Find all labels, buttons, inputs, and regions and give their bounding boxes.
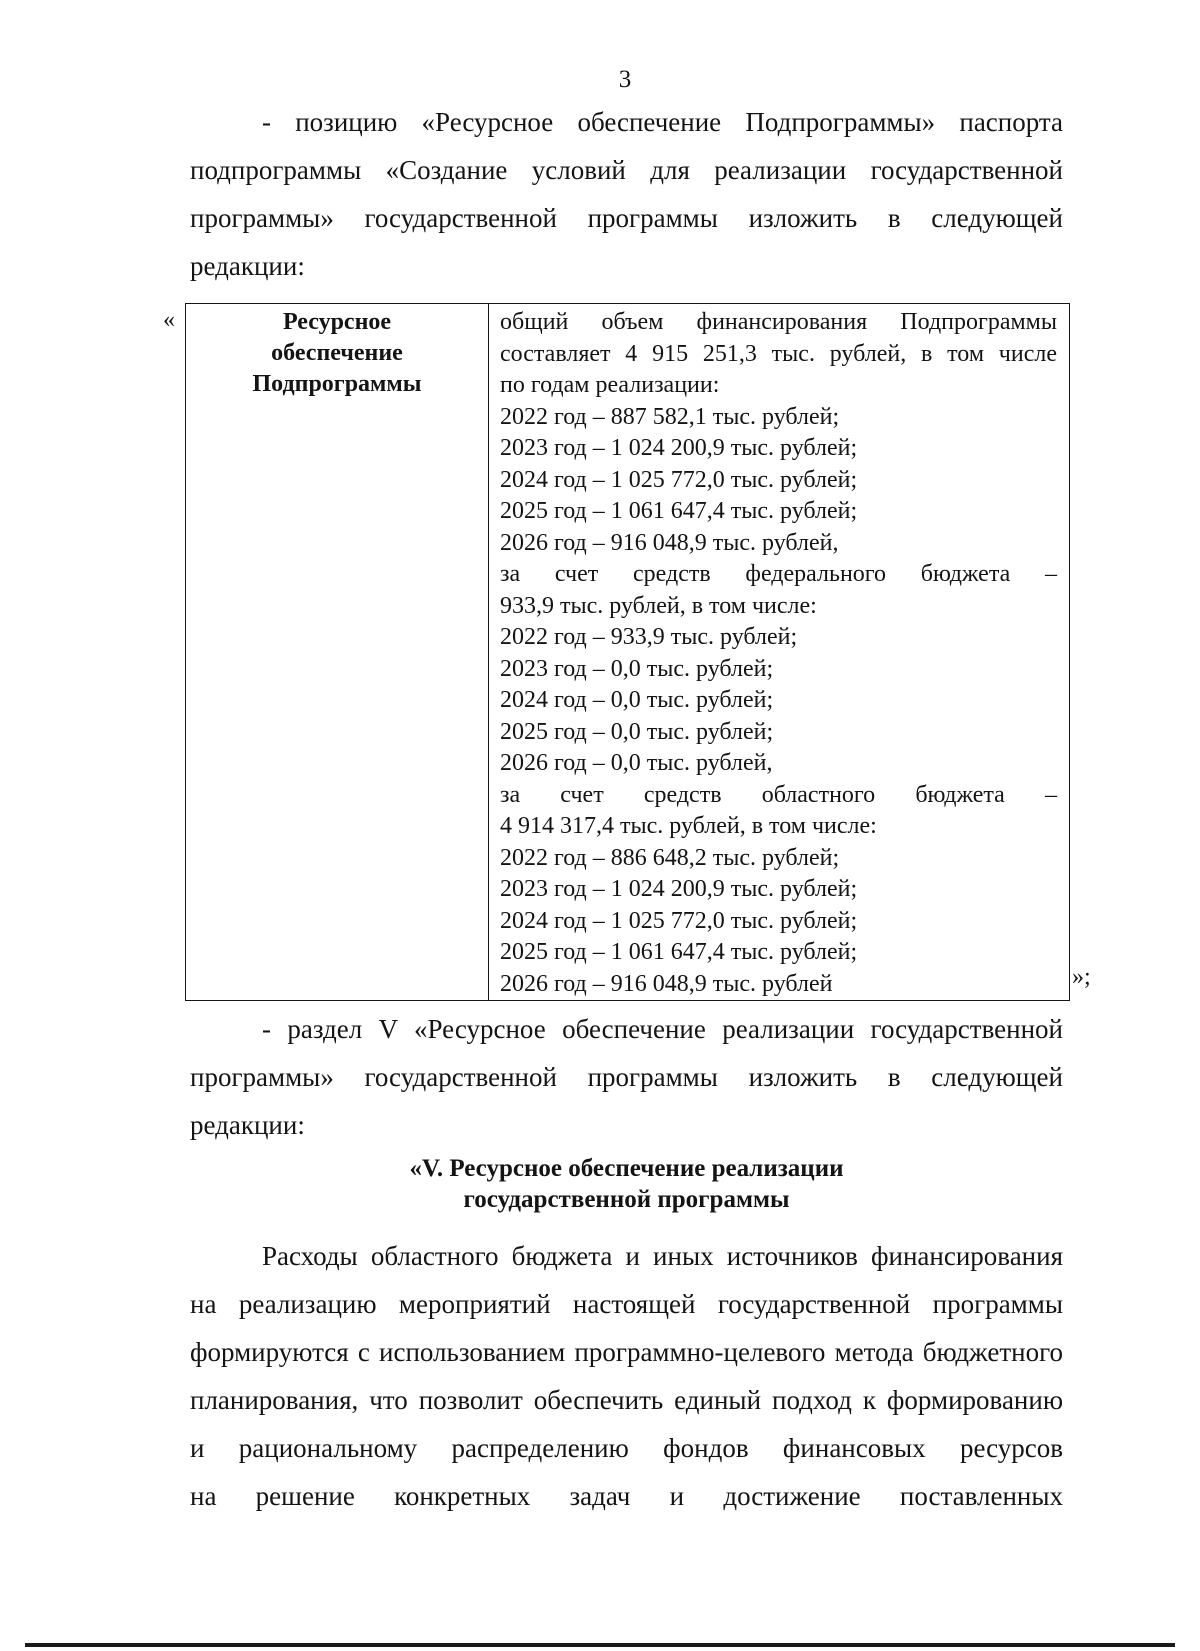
position-name-line: Ресурсное (282, 309, 392, 335)
page-number: 3 (618, 66, 632, 93)
text-line: формируются с использованием программно-целевого метода бюджетного (190, 1337, 1063, 1367)
funding-line: по годам реализации: (500, 372, 720, 398)
text-line: Расходы областного бюджета и иных источников финансирования (262, 1241, 1063, 1271)
text-line: и рациональному распределению фондов финансовых ресурсов (190, 1433, 1063, 1463)
funding-line: составляет 4 915 251,3 тыс. рублей, в том числе (500, 340, 1057, 367)
funding-line: 2025 год – 1 061 647,4 тыс. рублей; (500, 498, 858, 524)
text-line: - позицию «Ресурсное обеспечение Подпрограммы» паспорта (262, 107, 1063, 137)
funding-line: за счет средств областного бюджета – (500, 781, 1057, 808)
text-line: программы» государственной программы изложить в следующей (190, 203, 1063, 233)
position-name-line: обеспечение (271, 340, 403, 366)
text-line: редакции: (190, 1110, 305, 1140)
text-line: на решение конкретных задач и достижение поставленных (190, 1481, 1063, 1511)
funding-value-cell (489, 304, 1070, 1001)
table-open-quote: « (163, 307, 175, 333)
table-row (186, 304, 1070, 1001)
funding-line: общий объем финансирования Подпрограммы (500, 309, 1057, 335)
section-title-line: государственной программы (463, 1186, 790, 1213)
funding-line: 933,9 тыс. рублей, в том числе: (500, 592, 817, 619)
body-paragraph (190, 1232, 1063, 1520)
funding-line: 2026 год – 916 048,9 тыс. рублей (500, 970, 833, 997)
funding-line: 4 914 317,4 тыс. рублей, в том числе: (500, 813, 877, 839)
section-title (190, 1153, 1063, 1215)
funding-line: 2025 год – 1 061 647,4 тыс. рублей; (500, 939, 858, 965)
funding-line: 2023 год – 0,0 тыс. рублей; (500, 655, 774, 682)
table-close-quote: »; (1072, 964, 1091, 990)
funding-line: 2026 год – 916 048,9 тыс. рублей, (500, 529, 839, 556)
position-name-cell (186, 304, 489, 1001)
section-title-line: «V. Ресурсное обеспечение реализации (409, 1155, 844, 1182)
page-bottom-rule (25, 1643, 1175, 1647)
intro-paragraph (190, 98, 1063, 290)
text-line: планирования, что позволит обеспечить единый подход к формированию (190, 1385, 1063, 1415)
text-line: редакции: (190, 251, 305, 281)
funding-line: 2022 год – 933,9 тыс. рублей; (500, 624, 798, 650)
funding-line: 2023 год – 1 024 200,9 тыс. рублей; (500, 435, 858, 461)
funding-line: 2022 год – 886 648,2 тыс. рублей; (500, 844, 840, 871)
resource-passport-table (185, 303, 1070, 1001)
text-line: подпрограммы «Создание условий для реализации государственной (190, 155, 1063, 185)
funding-line: 2024 год – 0,0 тыс. рублей; (500, 687, 774, 713)
text-line: - раздел V «Ресурсное обеспечение реализации государственной (262, 1014, 1063, 1044)
text-line: на реализацию мероприятий настоящей государственной программы (190, 1289, 1063, 1319)
funding-line: за счет средств федерального бюджета – (500, 561, 1057, 587)
text-line: программы» государственной программы изложить в следующей (190, 1062, 1063, 1092)
funding-line: 2024 год – 1 025 772,0 тыс. рублей; (500, 466, 858, 493)
funding-line: 2026 год – 0,0 тыс. рублей, (500, 750, 773, 776)
position-name-line: Подпрограммы (252, 371, 422, 397)
funding-line: 2024 год – 1 025 772,0 тыс. рублей; (500, 907, 858, 934)
funding-line: 2023 год – 1 024 200,9 тыс. рублей; (500, 876, 858, 902)
section-paragraph (190, 1005, 1063, 1149)
funding-line: 2025 год – 0,0 тыс. рублей; (500, 718, 774, 745)
funding-line: 2022 год – 887 582,1 тыс. рублей; (500, 403, 840, 430)
